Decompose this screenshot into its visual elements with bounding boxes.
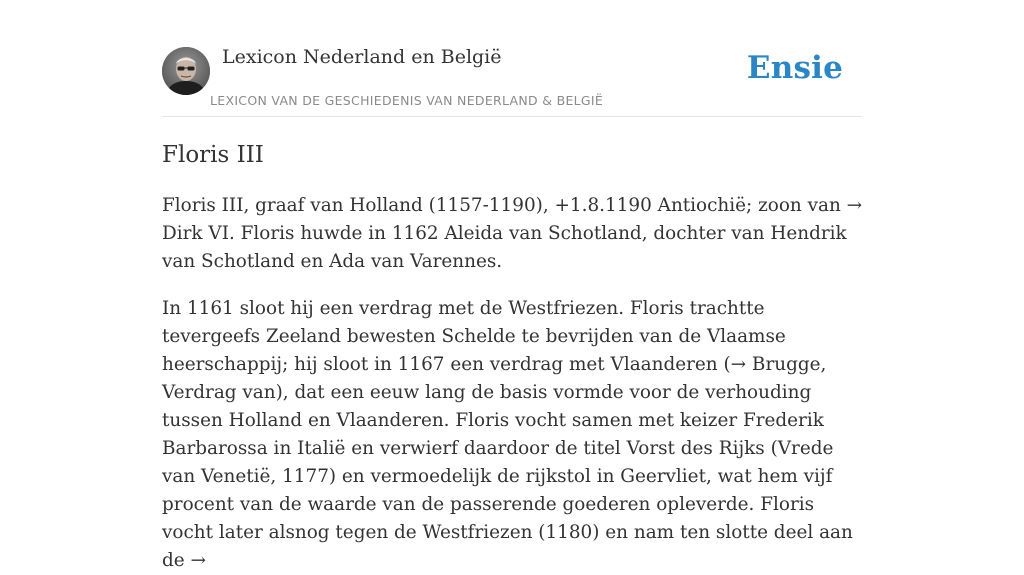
site-title[interactable]: Lexicon Nederland en België — [222, 46, 502, 68]
author-portrait-icon — [162, 47, 210, 95]
ensie-logo[interactable]: Ensie — [746, 50, 843, 86]
author-avatar[interactable] — [162, 47, 210, 95]
article — [162, 140, 864, 575]
article-paragraph: Floris III, graaf van Holland (1157-1190), +1.8.1190 Antiochië; zoon van → Dirk VI. Floris huwde in 1162 Aleida van Schotland, dochter van Hendrik van Schotland en Ada van Varennes. — [162, 195, 863, 272]
article-title: Floris III — [162, 142, 264, 168]
site-header — [162, 46, 862, 117]
article-paragraph: In 1161 sloot hij een verdrag met de Westfriezen. Floris trachtte tevergeefs Zeeland bewesten Schelde te bevrijden van de Vlaamse heerschappij; hij sloot in 1167 een verdrag met Vlaanderen (→ Brugge, Verdrag van), dat een eeuw lang de basis vormde voor de verhouding tussen Holland en Vlaanderen. Floris vocht samen met keizer Frederik Barbarossa in Italië en verwierf daardoor de titel Vorst des Rijks (Vrede van Venetië, 1177) en vermoedelijk de rijkstol in Geervliet, wat hem vijf procent van de waarde van de passerende goederen opleverde. Floris vocht later alsnog tegen de Westfriezen (1180) en nam ten slotte deel aan de → — [162, 298, 853, 571]
site-subtitle: LEXICON VAN DE GESCHIEDENIS VAN NEDERLAND & BELGIË — [210, 93, 604, 108]
